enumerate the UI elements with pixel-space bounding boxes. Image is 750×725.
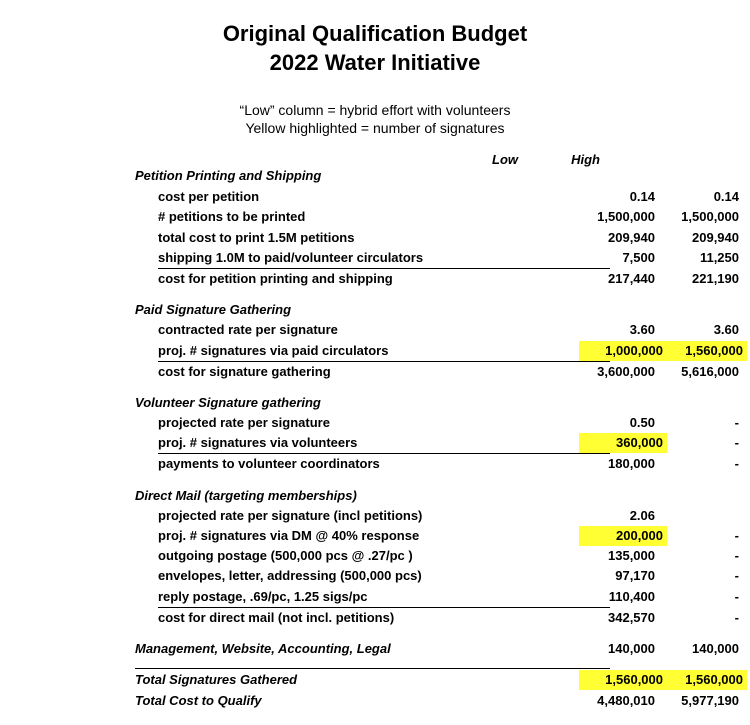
low-value: 180,000 [608,456,655,471]
budget-row [135,228,739,248]
high-value: 0.14 [713,189,739,204]
budget-row [135,320,739,340]
low-value: 3,600,000 [597,364,655,379]
row-label: Total Cost to Qualify [135,693,262,708]
high-value: - [734,415,739,430]
section-label: Direct Mail (targeting memberships) [135,488,357,503]
low-value: 110,400 [608,589,655,604]
total-cost-row [135,691,739,711]
row-label: cost per petition [158,189,260,204]
row-label: projected rate per signature [158,415,330,430]
budget-row [135,341,743,361]
low-value-highlighted: 1,000,000 [579,341,667,361]
high-value: - [734,589,739,604]
section-label: Volunteer Signature gathering [135,395,321,410]
low-value: 342,570 [608,610,655,625]
budget-row [135,526,739,546]
row-label: # petitions to be printed [158,209,306,224]
low-value: 0.14 [629,189,655,204]
budget-row [135,187,739,207]
row-label: contracted rate per signature [158,322,338,337]
high-value: 5,616,000 [681,364,739,379]
management-row [135,639,739,659]
high-value: 11,250 [699,250,739,265]
section-petition-printing [135,166,610,186]
row-label: proj. # signatures via volunteers [158,435,358,450]
budget-row [135,413,739,433]
budget-row [135,248,739,268]
high-value: 140,000 [692,641,739,656]
row-label: cost for direct mail (not incl. petitions) [158,610,395,625]
budget-row [135,207,739,227]
high-value: 221,190 [692,271,739,286]
row-label: cost for petition printing and shipping [158,271,393,286]
section-direct-mail [135,486,610,506]
legend-note-low: “Low” column = hybrid effort with volunteers [239,102,511,118]
low-value: 0.50 [629,415,655,430]
row-label: projected rate per signature (incl petitions) [158,508,423,523]
row-label: proj. # signatures via DM @ 40% response [158,528,420,543]
row-label: envelopes, letter, addressing (500,000 pcs) [158,568,422,583]
low-value-highlighted: 200,000 [579,526,667,546]
low-value: 97,170 [615,568,655,583]
high-value: 209,940 [692,230,739,245]
subtotal-row [135,608,739,628]
low-value: 7,500 [622,250,655,265]
column-header-high: High [571,152,600,167]
totals-rule [135,668,610,669]
row-label: payments to volunteer coordinators [158,456,380,471]
low-value: 2.06 [629,508,655,523]
high-value: - [734,548,739,563]
row-label: Management, Website, Accounting, Legal [135,641,391,656]
high-value: - [734,456,739,471]
high-value-highlighted: 1,560,000 [663,670,747,690]
total-signatures-row [135,670,743,690]
high-value: 5,977,190 [681,693,739,708]
section-label: Paid Signature Gathering [135,302,292,317]
subtotal-row [135,454,739,474]
low-value: 135,000 [608,548,655,563]
low-value: 1,500,000 [597,209,655,224]
row-label: reply postage, .69/pc, 1.25 sigs/pc [158,589,368,604]
section-paid-signatures [135,300,610,320]
row-label: shipping 1.0M to paid/volunteer circulators [158,250,424,265]
low-value: 3.60 [629,322,655,337]
section-label: Petition Printing and Shipping [135,168,322,183]
high-value: - [734,610,739,625]
low-value: 4,480,010 [597,693,655,708]
row-label: Total Signatures Gathered [135,672,298,687]
low-value-highlighted: 360,000 [579,433,667,453]
page-title: Original Qualification Budget [222,21,528,46]
row-label: cost for signature gathering [158,364,331,379]
low-value: 140,000 [608,641,655,656]
high-value: 1,500,000 [681,209,739,224]
high-value-highlighted: 1,560,000 [663,341,747,361]
high-value: - [734,528,739,543]
high-value: - [734,435,739,450]
high-value: 3.60 [713,322,739,337]
legend-note-yellow: Yellow highlighted = number of signatures [245,120,505,136]
budget-row [135,566,739,586]
row-label: proj. # signatures via paid circulators [158,343,389,358]
low-value-highlighted: 1,560,000 [579,670,667,690]
section-volunteer-signatures [135,393,610,413]
budget-row [135,587,739,607]
subtotal-row [135,269,739,289]
high-value: - [734,568,739,583]
low-value: 217,440 [608,271,655,286]
low-value: 209,940 [608,230,655,245]
budget-row [135,433,739,453]
column-header-low: Low [492,152,518,167]
subtotal-row [135,362,739,382]
row-label: outgoing postage (500,000 pcs @ .27/pc ) [158,548,413,563]
row-label: total cost to print 1.5M petitions [158,230,355,245]
page-subtitle: 2022 Water Initiative [269,50,481,75]
budget-row [135,506,655,526]
budget-row [135,546,739,566]
